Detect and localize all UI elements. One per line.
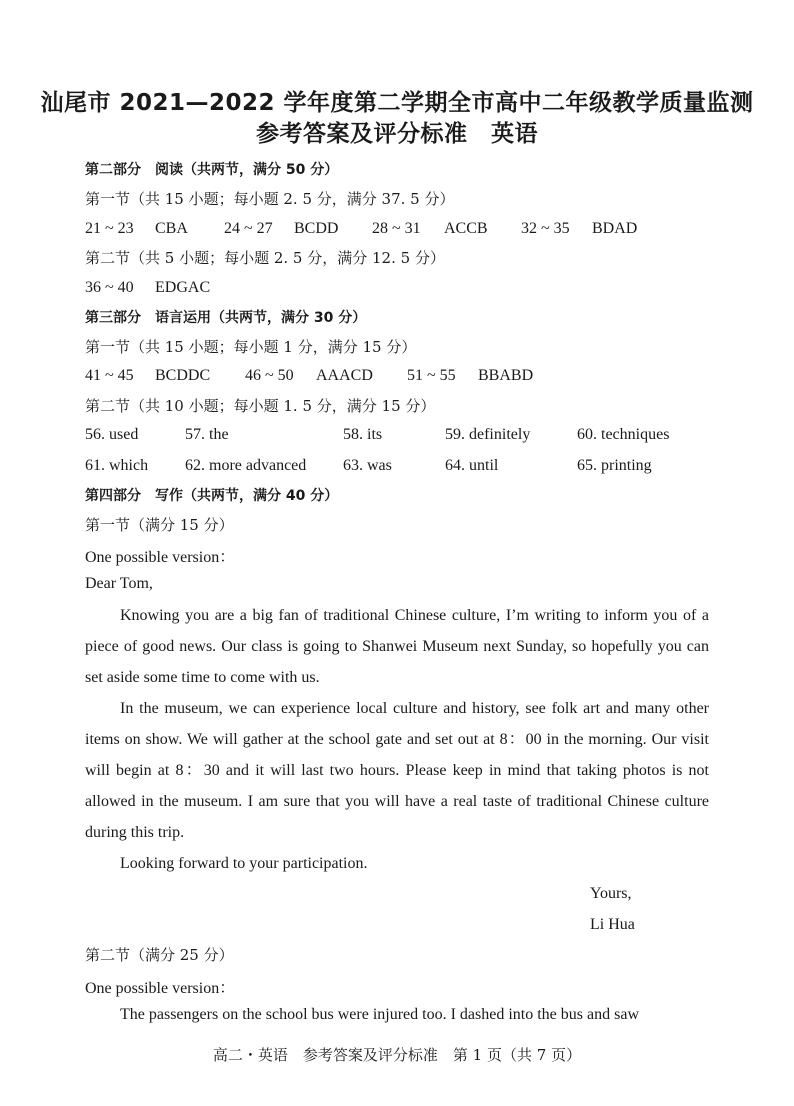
story-paragraph — [85, 999, 709, 1030]
answer-letters: BDAD — [592, 220, 638, 237]
part4-section2-heading: 第二节（满分 25 分） — [85, 946, 234, 964]
part2-section1-heading: 第一节（共 15 小题；每小题 2. 5 分，满分 37. 5 分） — [85, 190, 455, 208]
fill-in-answer: 60. techniques — [577, 426, 670, 443]
answer-range: 24 ~ 27 — [224, 220, 273, 237]
letter-signature: Li Hua — [590, 916, 635, 933]
fill-in-answer: 57. the — [185, 426, 229, 443]
letter-paragraph-text: In the museum, we can experience local culture and history, see folk art and many other items on show. We will gather at the school gate and set out at 8：00 in the morning. Our visit will begin at 8：30 and it will last two hours. Please keep in mind that taking photos is not allowed in the museum. I am sure that you will have a real taste of traditional Chinese culture during this trip. — [85, 700, 710, 841]
page-footer: 高二・英语 参考答案及评分标准 第 1 页（共 7 页） — [212, 1046, 582, 1064]
part4-heading: 第四部分 写作（共两节，满分 40 分） — [85, 488, 339, 504]
version-label: One possible version： — [85, 980, 236, 997]
answer-range: 28 ~ 31 — [372, 220, 421, 237]
answer-range: 51 ~ 55 — [407, 367, 456, 384]
letter-paragraph — [85, 600, 709, 693]
letter-paragraph — [85, 693, 709, 848]
part4-section1-heading: 第一节（满分 15 分） — [85, 516, 234, 534]
fill-in-answer: 65. printing — [577, 457, 652, 474]
answer-letters: CBA — [155, 220, 188, 237]
part2-section2-heading: 第二节（共 5 小题；每小题 2. 5 分，满分 12. 5 分） — [85, 249, 445, 267]
answer-letters: BCDDC — [155, 367, 211, 384]
part3-section1-heading: 第一节（共 15 小题；每小题 1 分，满分 15 分） — [85, 338, 417, 356]
answer-letters: AAACD — [316, 367, 373, 384]
answer-letters: EDGAC — [155, 279, 211, 296]
letter-paragraph — [85, 848, 709, 879]
part3-section2-heading: 第二节（共 10 小题；每小题 1. 5 分，满分 15 分） — [85, 397, 436, 415]
answer-letters: BCDD — [294, 220, 339, 237]
fill-in-answer: 63. was — [343, 457, 392, 474]
fill-in-answer: 58. its — [343, 426, 383, 443]
answer-range: 46 ~ 50 — [245, 367, 294, 384]
fill-in-answer: 62. more advanced — [185, 457, 307, 474]
fill-in-answer: 56. used — [85, 426, 139, 443]
fill-in-answer: 59. definitely — [445, 426, 531, 443]
fill-in-answer: 64. until — [445, 457, 499, 474]
document-subtitle: 参考答案及评分标准 英语 — [256, 121, 538, 147]
fill-in-answer: 61. which — [85, 457, 149, 474]
letter-closing: Yours, — [590, 885, 632, 902]
document-title: 汕尾市 2021—2022 学年度第二学期全市高中二年级教学质量监测 — [40, 90, 754, 116]
answer-letters: ACCB — [444, 220, 488, 237]
answer-range: 21 ~ 23 — [85, 220, 134, 237]
answer-letters: BBABD — [478, 367, 534, 384]
answer-range: 36 ~ 40 — [85, 279, 134, 296]
part3-heading: 第三部分 语言运用（共两节，满分 30 分） — [85, 310, 367, 326]
letter-paragraph-text: Knowing you are a big fan of traditional Chinese culture, I’m writing to inform you of a piece of good news. Our class is going to Shanwei Museum next Sunday, so hopefully you can set aside some time to come with us. — [85, 607, 709, 686]
letter-salutation: Dear Tom, — [85, 575, 153, 592]
letter-paragraph-text: Looking forward to your participation. — [120, 855, 368, 872]
answer-range: 32 ~ 35 — [521, 220, 570, 237]
part2-heading: 第二部分 阅读（共两节，满分 50 分） — [85, 162, 339, 178]
version-label: One possible version： — [85, 549, 236, 566]
answer-range: 41 ~ 45 — [85, 367, 134, 384]
story-paragraph-text: The passengers on the school bus were injured too. I dashed into the bus and saw — [120, 1006, 639, 1023]
